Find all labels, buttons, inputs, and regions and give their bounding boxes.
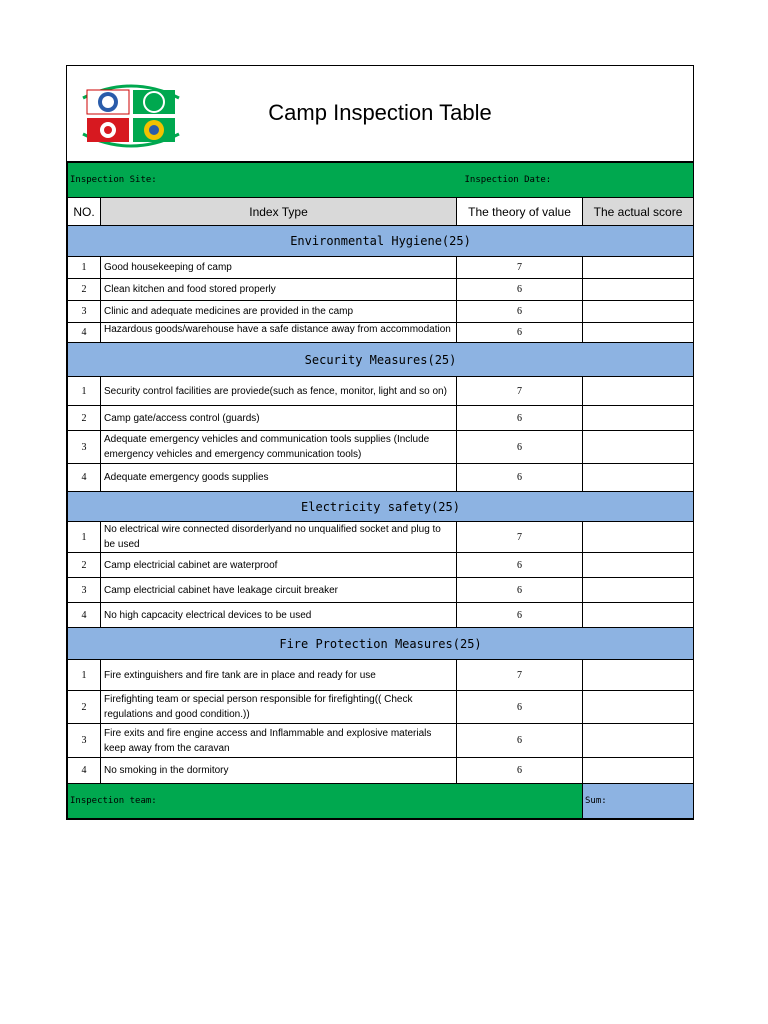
section-title: Environmental Hygiene(25) [68,226,694,257]
inspection-site-label: Inspection Site: [68,163,457,198]
theory-value-cell: 6 [457,323,583,343]
index-type-cell: Clean kitchen and food stored properly [101,279,457,301]
inspection-sheet [66,65,694,820]
header-row [68,198,694,226]
row-number: 3 [68,301,101,323]
row-number: 4 [68,758,101,784]
theory-value-cell: 6 [457,603,583,628]
index-type-text: Hazardous goods/warehouse have a safe distance away from accommodation [104,323,451,335]
actual-score-cell[interactable] [583,691,694,724]
info-row [68,163,694,198]
actual-score-cell[interactable] [583,301,694,323]
index-type-cell: Firefighting team or special person responsible for firefighting(( Check regulations and good condition.)) [101,691,457,724]
actual-score-cell[interactable] [583,724,694,758]
table-row [68,660,694,691]
inspection-table [67,162,694,819]
theory-value-cell: 6 [457,431,583,464]
actual-score-cell[interactable] [583,323,694,343]
theory-value-cell: 7 [457,377,583,406]
row-number: 3 [68,724,101,758]
table-row [68,603,694,628]
theory-value-cell: 6 [457,724,583,758]
inspection-team-label: Inspection team: [68,784,583,819]
table-row [68,691,694,724]
theory-value-cell: 6 [457,578,583,603]
actual-score-cell[interactable] [583,377,694,406]
index-type-cell: Security control facilities are proviede(such as fence, monitor, light and so on) [101,377,457,406]
actual-score-cell[interactable] [583,257,694,279]
row-number: 1 [68,257,101,279]
index-type-cell: Adequate emergency vehicles and communication tools supplies (Include emergency vehicles and emergency communication tools) [101,431,457,464]
header-index-type: Index Type [101,198,457,226]
table-row [68,257,694,279]
table-row [68,431,694,464]
section-title: Security Measures(25) [68,343,694,377]
index-type-cell: No smoking in the dormitory [101,758,457,784]
actual-score-cell[interactable] [583,431,694,464]
inspection-date-label: Inspection Date: [457,163,694,198]
actual-score-cell[interactable] [583,660,694,691]
table-row [68,279,694,301]
theory-value-cell: 6 [457,691,583,724]
index-type-cell: Adequate emergency goods supplies [101,464,457,492]
theory-value-cell: 6 [457,758,583,784]
section-title: Electricity safety(25) [68,492,694,522]
theory-value-cell: 6 [457,464,583,492]
section-header [68,226,694,257]
row-number: 1 [68,522,101,553]
actual-score-cell[interactable] [583,522,694,553]
row-number: 2 [68,279,101,301]
row-number: 3 [68,578,101,603]
section-header [68,628,694,660]
row-number: 4 [68,323,101,343]
actual-score-cell[interactable] [583,464,694,492]
header-theory-value: The theory of value [457,198,583,226]
index-type-cell [101,323,457,343]
index-type-cell: Clinic and adequate medicines are provided in the camp [101,301,457,323]
table-row [68,464,694,492]
row-number: 2 [68,691,101,724]
section-header [68,343,694,377]
index-type-cell: Camp gate/access control (guards) [101,406,457,431]
row-number: 4 [68,464,101,492]
footer-row [68,784,694,819]
actual-score-cell[interactable] [583,279,694,301]
theory-value-cell: 7 [457,522,583,553]
row-number: 2 [68,553,101,578]
table-row [68,553,694,578]
theory-value-cell: 6 [457,301,583,323]
index-type-cell: Good housekeeping of camp [101,257,457,279]
theory-value-cell: 6 [457,406,583,431]
index-type-cell: No high capcacity electrical devices to be used [101,603,457,628]
theory-value-cell: 7 [457,257,583,279]
table-row [68,301,694,323]
index-type-cell: Fire exits and fire engine access and Inflammable and explosive materials keep away from the caravan [101,724,457,758]
table-row [68,522,694,553]
row-number: 3 [68,431,101,464]
row-number: 1 [68,660,101,691]
header-no: NO. [68,198,101,226]
row-number: 2 [68,406,101,431]
header-actual-score: The actual score [583,198,694,226]
title-row [67,66,693,162]
row-number: 4 [68,603,101,628]
index-type-cell: No electrical wire connected disorderlyand no unqualified socket and plug to be used [101,522,457,553]
row-number: 1 [68,377,101,406]
index-type-cell: Fire extinguishers and fire tank are in place and ready for use [101,660,457,691]
section-header [68,492,694,522]
index-type-cell: Camp electricial cabinet have leakage circuit breaker [101,578,457,603]
theory-value-cell: 6 [457,553,583,578]
table-row [68,406,694,431]
actual-score-cell[interactable] [583,578,694,603]
table-row [68,758,694,784]
actual-score-cell[interactable] [583,553,694,578]
table-row [68,578,694,603]
theory-value-cell: 6 [457,279,583,301]
table-row [68,724,694,758]
section-title: Fire Protection Measures(25) [68,628,694,660]
actual-score-cell[interactable] [583,603,694,628]
theory-value-cell: 7 [457,660,583,691]
table-row [68,377,694,406]
actual-score-cell[interactable] [583,758,694,784]
actual-score-cell[interactable] [583,406,694,431]
sum-label: Sum: [583,784,694,819]
index-type-cell: Camp electricial cabinet are waterproof [101,553,457,578]
table-row [68,323,694,343]
page-title: Camp Inspection Table [268,100,492,125]
